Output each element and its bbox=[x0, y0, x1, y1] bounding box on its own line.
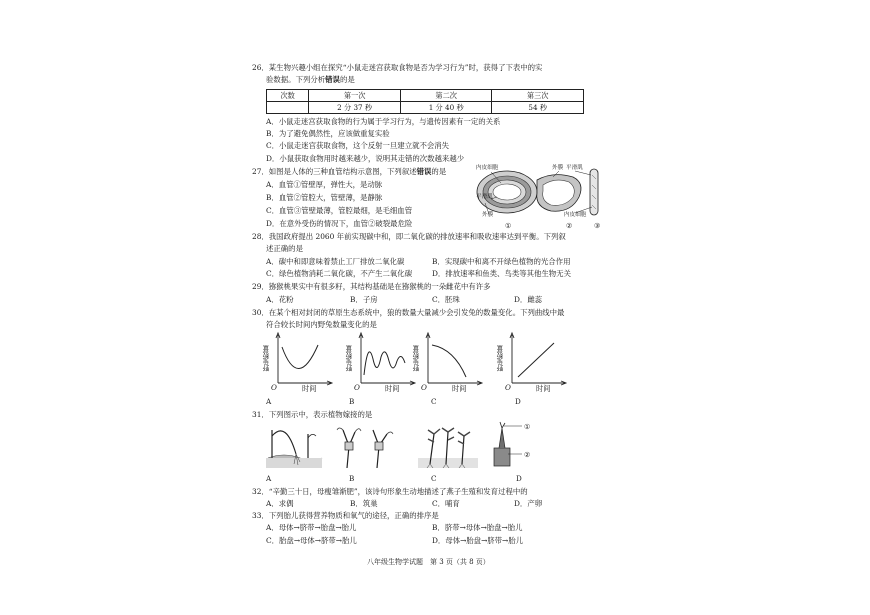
graph-c-letter: C bbox=[431, 397, 437, 406]
q33-option-c: C．胎盘→母体→脐带→胎儿 bbox=[266, 536, 357, 545]
q27-option-c: C．血管③管壁最薄，管腔最细，是毛细血管 bbox=[266, 206, 413, 215]
q33-option-a: A．母体→脐带→胎盘→胎儿 bbox=[266, 523, 357, 532]
q26-data-table bbox=[266, 89, 584, 114]
q26-option-d: D．小鼠获取食物用时越来越少，说明其走错的次数越来越少 bbox=[266, 154, 465, 163]
graph-d-plot bbox=[510, 333, 570, 388]
grafting-illustration bbox=[335, 424, 395, 470]
table-header-cell: 第二次 bbox=[400, 90, 492, 102]
graph-c-origin: O bbox=[421, 383, 427, 392]
q32-stem: 32．“辛勤三十日，母瘦雏渐肥”，该诗句形象生动地描述了燕子生殖和发育过程中的 bbox=[252, 487, 528, 496]
label-smooth-muscle-left: 平滑肌 bbox=[476, 194, 493, 200]
label-outer-left: 外膜 bbox=[482, 212, 494, 218]
graph-d-xlabel: 时间 bbox=[536, 384, 551, 393]
graph-c-xlabel: 时间 bbox=[452, 384, 467, 393]
q29-option-d: D．雌蕊 bbox=[514, 295, 543, 304]
q29-stem: 29．猕猴桃果实中有很多籽，其结构基础是在猕猴桃的一朵雌花中有许多 bbox=[252, 282, 491, 291]
table-header-cell: 第一次 bbox=[309, 90, 401, 102]
q31-mark-1: ① bbox=[524, 422, 531, 431]
q27-option-b: B．血管②管腔大，管壁薄，是静脉 bbox=[266, 193, 383, 202]
graph-c-ylabel: 野兔数量 bbox=[413, 345, 421, 372]
q32-option-c: C．哺育 bbox=[432, 499, 460, 508]
vessel-number-3: ③ bbox=[594, 221, 601, 230]
q28-stem-line1: 28．我国政府提出 2060 年前实现碳中和，即二氧化碳的排放速率和吸收速率达到平衡。下列叙 bbox=[252, 232, 566, 241]
label-inner-cell-right: 内皮细胞 bbox=[564, 212, 587, 218]
label-smooth-muscle-top: 平滑肌 bbox=[566, 165, 583, 171]
q28-option-c: C．绿色植物消耗二氧化碳，不产生二氧化碳 bbox=[266, 269, 413, 278]
q29-option-a: A．花粉 bbox=[266, 295, 294, 304]
graph-a-xlabel: 时间 bbox=[302, 384, 317, 393]
q28-option-d: D．排放速率和鱼类、鸟类等其他生物无关 bbox=[432, 269, 571, 278]
table-header-cell: 次数 bbox=[267, 90, 309, 102]
graph-b-plot bbox=[359, 333, 419, 388]
graph-a-letter: A bbox=[266, 397, 272, 406]
graph-d-origin: O bbox=[505, 383, 511, 392]
q33-stem: 33．下列胎儿获得营养物质和氧气的途径，正确的排序是 bbox=[252, 511, 439, 520]
table-row bbox=[267, 102, 584, 114]
vessel-number-2: ② bbox=[566, 221, 573, 230]
q26-stem-line2: 验数据。下列分析错误的是 bbox=[266, 75, 355, 84]
q31-letter-b: B bbox=[349, 474, 355, 483]
graph-b-origin: O bbox=[354, 383, 360, 392]
q32-option-d: D．产卵 bbox=[514, 499, 543, 508]
q28-stem-line2: 述正确的是 bbox=[266, 244, 303, 253]
graph-d-ylabel: 野兔数量 bbox=[497, 345, 505, 372]
q32-option-b: B．筑巢 bbox=[350, 499, 378, 508]
vessel-number-1: ① bbox=[505, 221, 512, 230]
q31-mark-2: ② bbox=[524, 450, 531, 459]
q27-option-a: A．血管①管壁厚，弹性大，是动脉 bbox=[266, 180, 383, 189]
graph-a-plot bbox=[276, 333, 336, 388]
layering-illustration bbox=[264, 424, 322, 470]
graph-b-xlabel: 时间 bbox=[385, 384, 400, 393]
scion-stock-illustration bbox=[490, 420, 540, 470]
label-outer: 外膜 bbox=[552, 165, 564, 171]
label-inner-cell: 内皮细胞 bbox=[476, 165, 499, 171]
q26-option-c: C．小鼠走迷宫获取食物，这个反射一旦建立就不会消失 bbox=[266, 141, 450, 150]
q29-option-b: B．子房 bbox=[350, 295, 378, 304]
q31-letter-c: C bbox=[431, 474, 437, 483]
table-cell bbox=[267, 102, 309, 114]
q26-option-b: B．为了避免偶然性，应该做重复实验 bbox=[266, 129, 390, 138]
q30-stem-line1: 30．在某个相对封闭的草原生态系统中，狼的数量大量减少会引发兔的数量变化。下列曲线中最 bbox=[252, 308, 565, 317]
table-header-cell: 第三次 bbox=[492, 90, 584, 102]
q31-letter-a: A bbox=[266, 474, 272, 483]
graph-b-letter: B bbox=[349, 397, 355, 406]
q32-option-a: A．求偶 bbox=[266, 499, 294, 508]
graph-d-letter: D bbox=[515, 397, 521, 406]
graph-a-origin: O bbox=[271, 383, 277, 392]
graph-a-ylabel: 野兔数量 bbox=[263, 345, 271, 372]
q27-stem: 27．如图是人体的三种血管结构示意图，下列叙述错误的是 bbox=[252, 167, 447, 176]
cutting-illustration bbox=[418, 424, 480, 470]
q28-option-a: A．碳中和即意味着禁止工厂排放二氧化碳 bbox=[266, 257, 405, 266]
q26-option-a: A．小鼠走迷宫获取食物的行为属于学习行为，与遗传因素有一定的关系 bbox=[266, 117, 501, 126]
q27-option-d: D．在意外受伤的情况下，血管②破裂最危险 bbox=[266, 219, 413, 228]
table-cell: 1 分 40 秒 bbox=[400, 102, 492, 114]
blood-vessel-diagram bbox=[475, 163, 610, 229]
q30-stem-line2: 符合较长时间内野兔数量变化的是 bbox=[266, 320, 377, 329]
page-footer: 八年级生物学试题 第 3 页（共 8 页） bbox=[367, 558, 490, 566]
graph-c-plot bbox=[426, 333, 486, 388]
q31-letter-d: D bbox=[516, 474, 522, 483]
q33-option-b: B．脐带→母体→胎盘→胎儿 bbox=[432, 523, 523, 532]
q31-stem: 31．下列图示中，表示植物嫁接的是 bbox=[252, 410, 373, 419]
graph-b-ylabel: 野兔数量 bbox=[346, 345, 354, 372]
q26-stem-line1: 26．某生物兴趣小组在探究“小鼠走迷宫获取食物是否为学习行为”时，获得了下表中的实 bbox=[252, 63, 543, 72]
table-cell: 54 秒 bbox=[492, 102, 584, 114]
table-cell: 2 分 37 秒 bbox=[309, 102, 401, 114]
q33-option-d: D．母体→胎盘→脐带→胎儿 bbox=[432, 536, 524, 545]
table-header-row bbox=[267, 90, 584, 102]
q28-option-b: B．实现碳中和离不开绿色植物的光合作用 bbox=[432, 257, 571, 266]
q29-option-c: C．胚珠 bbox=[432, 295, 460, 304]
